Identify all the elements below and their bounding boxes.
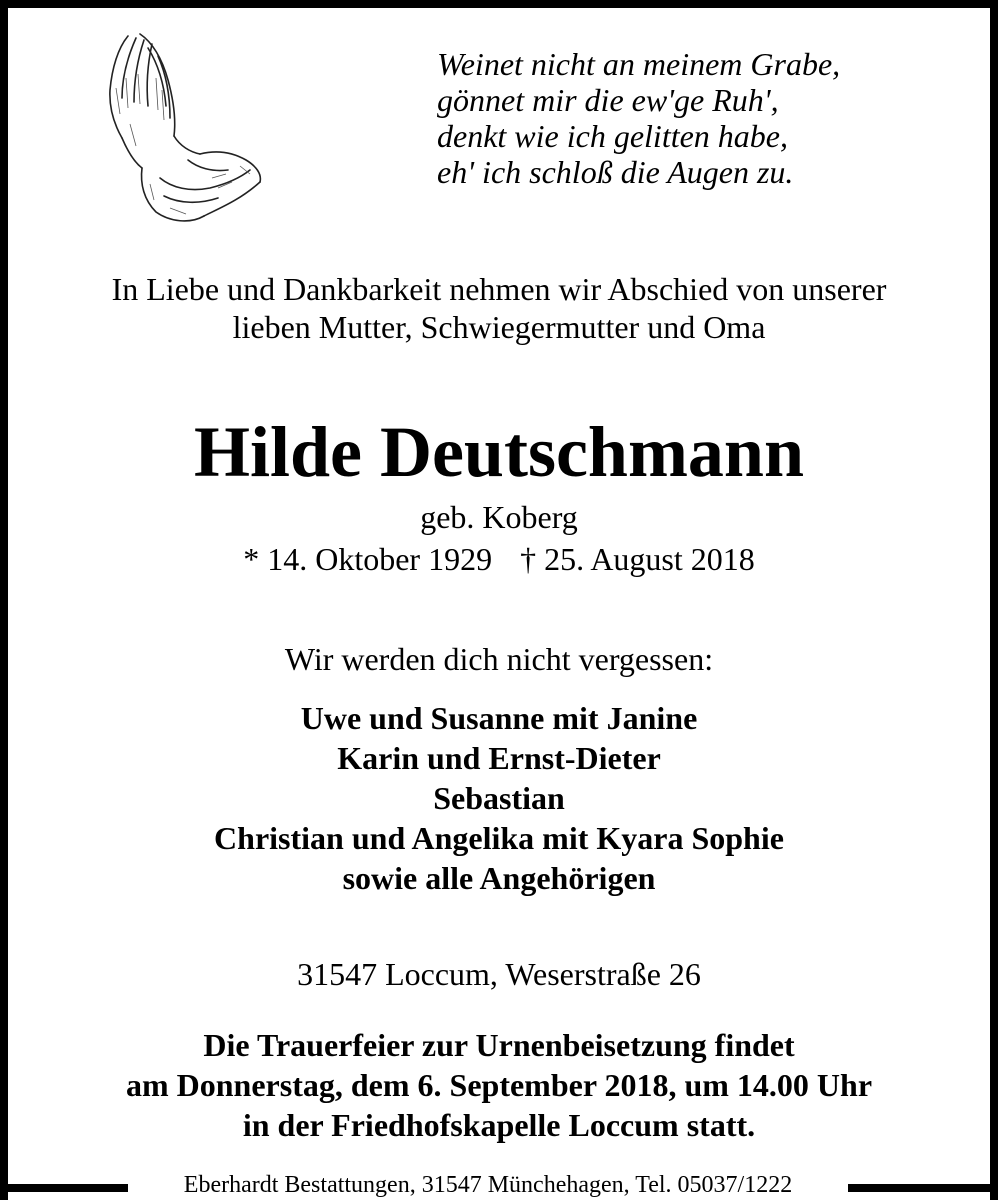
mourner-line: Sebastian: [433, 780, 565, 816]
mourners-heading: Wir werden dich nicht vergessen:: [284, 641, 714, 677]
poem-line: Weinet nicht an meinem Grabe,: [437, 46, 841, 82]
mourner-line: Karin und Ernst-Dieter: [337, 740, 661, 776]
mourner-line: Uwe und Susanne mit Janine: [300, 700, 698, 736]
praying-hands-icon: [100, 28, 270, 228]
mourner-line: sowie alle Angehörigen: [342, 860, 656, 896]
mourners-list: [0, 698, 998, 898]
bottom-rule-left: [0, 1184, 128, 1192]
undertaker-footer: Eberhardt Bestattungen, 31547 Münchehagen, Tel. 05037/1222: [183, 1172, 793, 1198]
ceremony-line: in der Friedhofskapelle Loccum statt.: [242, 1107, 756, 1143]
poem: [437, 46, 840, 190]
deceased-name: Hilde Deutschmann: [193, 412, 805, 492]
poem-line: eh' ich schloß die Augen zu.: [437, 154, 794, 190]
poem-line: gönnet mir die ew'ge Ruh',: [437, 82, 779, 118]
death-date: † 25. August 2018: [520, 541, 755, 577]
address: 31547 Loccum, Weserstraße 26: [297, 956, 701, 992]
life-dates: [0, 540, 998, 578]
ceremony-line: Die Trauerfeier zur Urnenbeisetzung findet: [203, 1027, 795, 1063]
mourner-line: Christian und Angelika mit Kyara Sophie: [214, 820, 784, 856]
intro-line: lieben Mutter, Schwiegermutter und Oma: [232, 309, 766, 345]
intro-line: In Liebe und Dankbarkeit nehmen wir Abschied von unserer: [111, 271, 887, 307]
poem-line: denkt wie ich gelitten habe,: [437, 118, 788, 154]
ceremony-line: am Donnerstag, dem 6. September 2018, um 14.00 Uhr: [125, 1067, 873, 1103]
bottom-rule-right: [848, 1184, 998, 1192]
intro-text: [0, 270, 998, 346]
birth-date: * 14. Oktober 1929: [243, 541, 493, 577]
ceremony-info: [0, 1025, 998, 1145]
birth-name: geb. Koberg: [420, 499, 578, 535]
